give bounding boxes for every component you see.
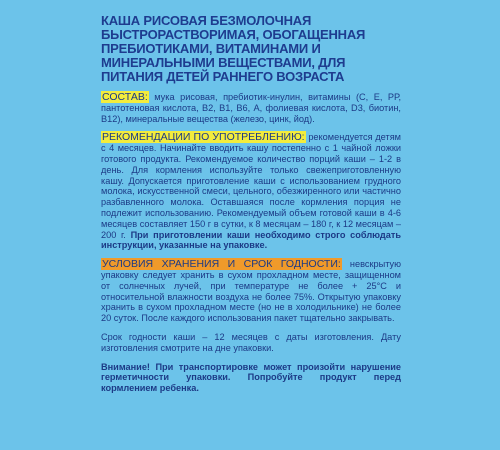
product-title: КАША РИСОВАЯ БЕЗМОЛОЧНАЯ БЫСТРОРАСТВОРИМАЯ, ОБОГАЩЕННАЯ ПРЕБИОТИКАМИ, ВИТАМИНАМИ И МИНЕРАЛЬНЫМИ ВЕЩЕСТВАМИ, ДЛЯ ПИТАНИЯ ДЕТЕЙ РАННЕГО ВОЗРАСТА [101,13,366,84]
composition-section [101,92,401,124]
composition-text: мука рисовая, пребиотик-инулин, витамины (С, Е, РР, пантотеновая кислота, В2, В1, В6, А, фолиевая кислота, D3, биотин, В12), минеральные вещества (железо, цинк, йод). [101,92,401,124]
label-content [101,14,401,402]
composition-label: СОСТАВ: [102,91,148,103]
storage-label: УСЛОВИЯ ХРАНЕНИЯ И СРОК ГОДНОСТИ: [102,258,341,271]
recommendations-text: рекомендуется детям с 4 месяцев. Начинайте вводить кашу постепенно с 1 чайной ложки готового продукта. Рекомендуемое количество порций каши – 1-2 в день. Для кормления используйте только свежеприготовленную кашу. Допускается приготовление каши с использованием грудного молока, искусственной смеси, цельного, обезжиренного или частично разбавленного молока. Оставшаяся после кормления порция не подлежит использованию. Рекомендуемый объем готовой каши в 4-6 месяцев составляет 150 г в сутки, к 8 месяцам – 180 г, к 12 месяцам – 200 г. [101,132,401,240]
storage-section [101,259,401,324]
warning-section: Внимание! При транспортировке может произойти нарушение герметичности упаковки. Попробуйте продукт перед кормлением ребенка. [101,361,401,394]
recommendations-section [101,132,401,251]
recommendations-label: РЕКОМЕНДАЦИИ ПО УПОТРЕБЛЕНИЮ: [102,131,305,144]
shelf-life-section: Срок годности каши – 12 месяцев с даты изготовления. Дату изготовления смотрите на дне упаковки. [101,331,401,353]
storage-text: невскрытую упаковку следует хранить в сухом прохладном месте, защищенном от солнечных лучей, при температуре не более + 25°С и относительной влажности воздуха не более 75%. Открытую упаковку хранить в сухом прохладном месте (но не в холодильнике) не более 20 суток. После каждого использования пакет тщательно закрывать. [101,259,402,324]
recommendations-bold-text: При приготовлении каши необходимо строго соблюдать инструкции, указанные на упаковке. [101,229,401,251]
